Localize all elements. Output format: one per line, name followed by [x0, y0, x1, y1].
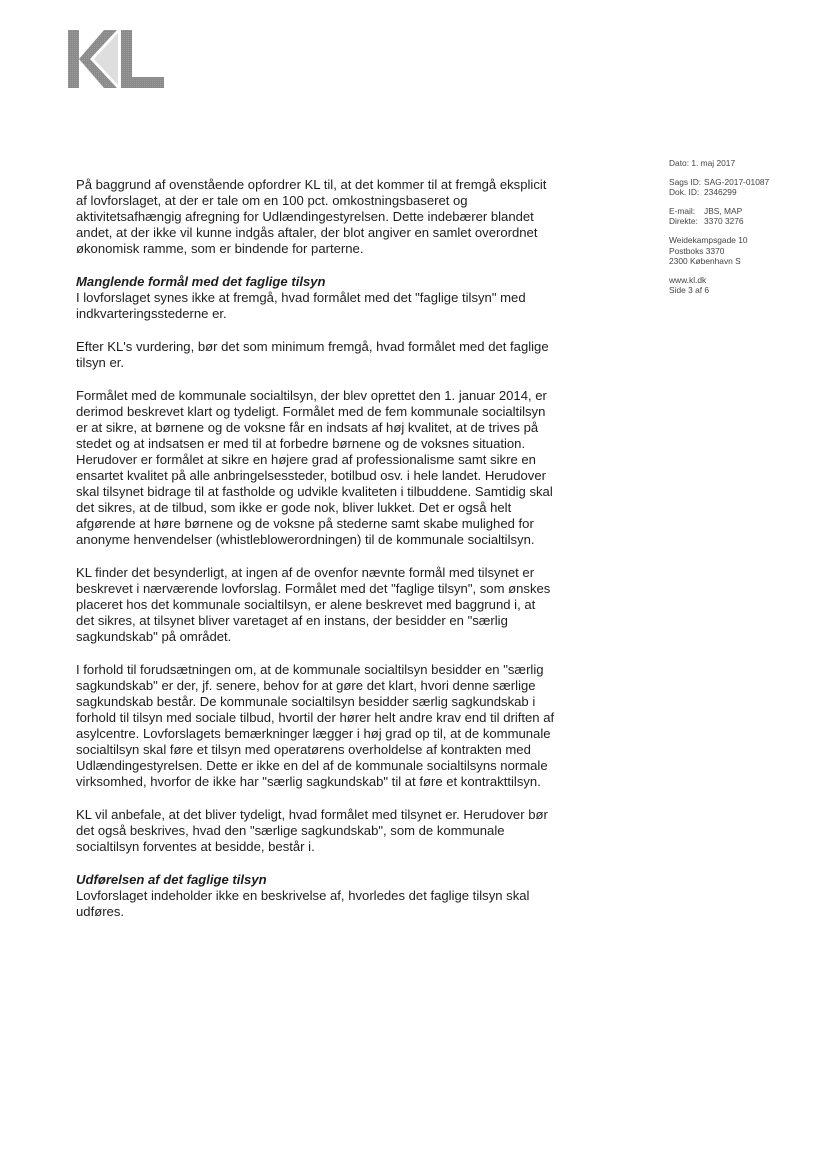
email: JBS, MAP	[704, 205, 743, 216]
dok-id-label: Dok. ID:	[669, 187, 700, 198]
letter-metadata	[669, 158, 809, 304]
direkte-row	[669, 216, 809, 227]
page-number: Side 3 af 6	[669, 285, 710, 296]
paragraph-6: I forhold til forudsætningen om, at de kommunale socialtilsyn besidder en "særlig sagkundskab" er der, jf. senere, behov for at gøre det klart, hvori denne særlige sagkundskab består. De kommunale socialtilsyn besidder særlig sagkundskab i forhold til tilsyn med sociale tilbud, hvortil der hører helt andre krav end til driften af asylcentre. Lovforslagets bemærkninger lægger i høj grad op til, at de kommunale socialtilsyn skal føre et tilsyn med operatørens overholdelse af kontrakten med Udlændingestyrelsen. Dette er ikke en del af de kommunale socialtilsyns normale virksomhed, hvorfor de ikke har "særlig sagkundskab" til at føre et kontrakttilsyn.	[76, 662, 555, 789]
date: Dato: 1. maj 2017	[669, 158, 736, 168]
section-execution	[76, 872, 556, 920]
sags-id: SAG-2017-01087	[704, 176, 770, 187]
paragraph-2: I lovforslaget synes ikke at fremgå, hvad formålet med det "faglige tilsyn" med indkvarteringsstederne er.	[76, 290, 526, 321]
kl-logo	[66, 28, 166, 92]
address-block	[669, 235, 809, 267]
address-line-1: Weidekampsgade 10	[669, 234, 748, 245]
direkte-label: Direkte:	[669, 216, 698, 227]
paragraph-7: KL vil anbefale, at det bliver tydeligt, hvad formålet med tilsynet er. Herudover bør det også beskrives, hvad den "særlige sagkundskab", som de kommunale socialtilsyn forventes at besidde, består i.	[76, 807, 548, 854]
email-row	[669, 206, 809, 217]
sags-id-label: Sags ID:	[669, 176, 702, 187]
heading-execution: Udførelsen af det faglige tilsyn	[76, 872, 267, 887]
section-purpose	[76, 274, 556, 322]
paragraph-5: KL finder det besynderligt, at ingen af de ovenfor nævnte formål med tilsynet er beskrevet i nærværende lovforslag. Formålet med det "faglige tilsyn", som ønskes placeret hos det kommunale socialtilsyn, er alene beskrevet med baggrund i, at det sikres, at tilsynet bliver varetaget af en instans, der besidder en "særlig sagkundskab" på området.	[76, 565, 551, 644]
contact-block	[669, 206, 809, 227]
website: www.kl.dk	[669, 274, 707, 285]
dok-id: 2346299	[704, 187, 737, 198]
paragraph-1: På baggrund af ovenstående opfordrer KL til, at det kommer til at fremgå eksplicit af lovforslaget, at der er tale om en 100 pct. omkostningsbaseret og aktivitetsafhængig afregning for Udlændingestyrelsen. Dette indebærer blandet andet, at der ikke vil kunne indgås aftaler, der blot angiver en samlet overordnet økonomisk ramme, som er bindende for parterne.	[76, 177, 547, 256]
letter-body	[76, 177, 556, 937]
address-line-3: 2300 København S	[669, 256, 741, 267]
web-block	[669, 275, 809, 296]
sags-id-row	[669, 177, 809, 188]
paragraph-8: Lovforslaget indeholder ikke en beskrivelse af, hvorledes det faglige tilsyn skal udføres.	[76, 888, 530, 919]
heading-missing-purpose: Manglende formål med det faglige tilsyn	[76, 274, 326, 289]
ids-block	[669, 177, 809, 198]
email-label: E-mail:	[669, 205, 696, 216]
paragraph-4: Formålet med de kommunale socialtilsyn, der blev oprettet den 1. januar 2014, er derimod beskrevet klart og tydeligt. Formålet med de fem kommunale socialtilsyn er at sikre, at børnene og de voksne får en indsats af høj kvalitet, at de trives på stedet og at indsatsen er med til at forbedre børnene og de voksnes situation. Herudover er formålet at sikre en højere grad af professionalisme samt sikre en ensartet kvalitet på alle anbringelsessteder, botilbud osv. i hele landet. Herudover skal tilsynet bidrage til at fastholde og udvikle kvaliteten i tilbuddene. Samtidig skal det sikres, at de tilbud, som ikke er gode nok, bliver lukket. Det er også helt afgørende at høre børnene og de voksne på stederne samt skabe mulighed for anonyme henvendelser (whistleblowerordningen) til de kommunale socialtilsyn.	[76, 388, 553, 547]
dok-id-row	[669, 187, 809, 198]
date-block	[669, 158, 809, 169]
address-line-2: Postboks 3370	[669, 245, 725, 256]
paragraph-3: Efter KL's vurdering, bør det som minimum fremgå, hvad formålet med det faglige tilsyn er.	[76, 339, 549, 370]
direkte: 3370 3276	[704, 216, 744, 227]
